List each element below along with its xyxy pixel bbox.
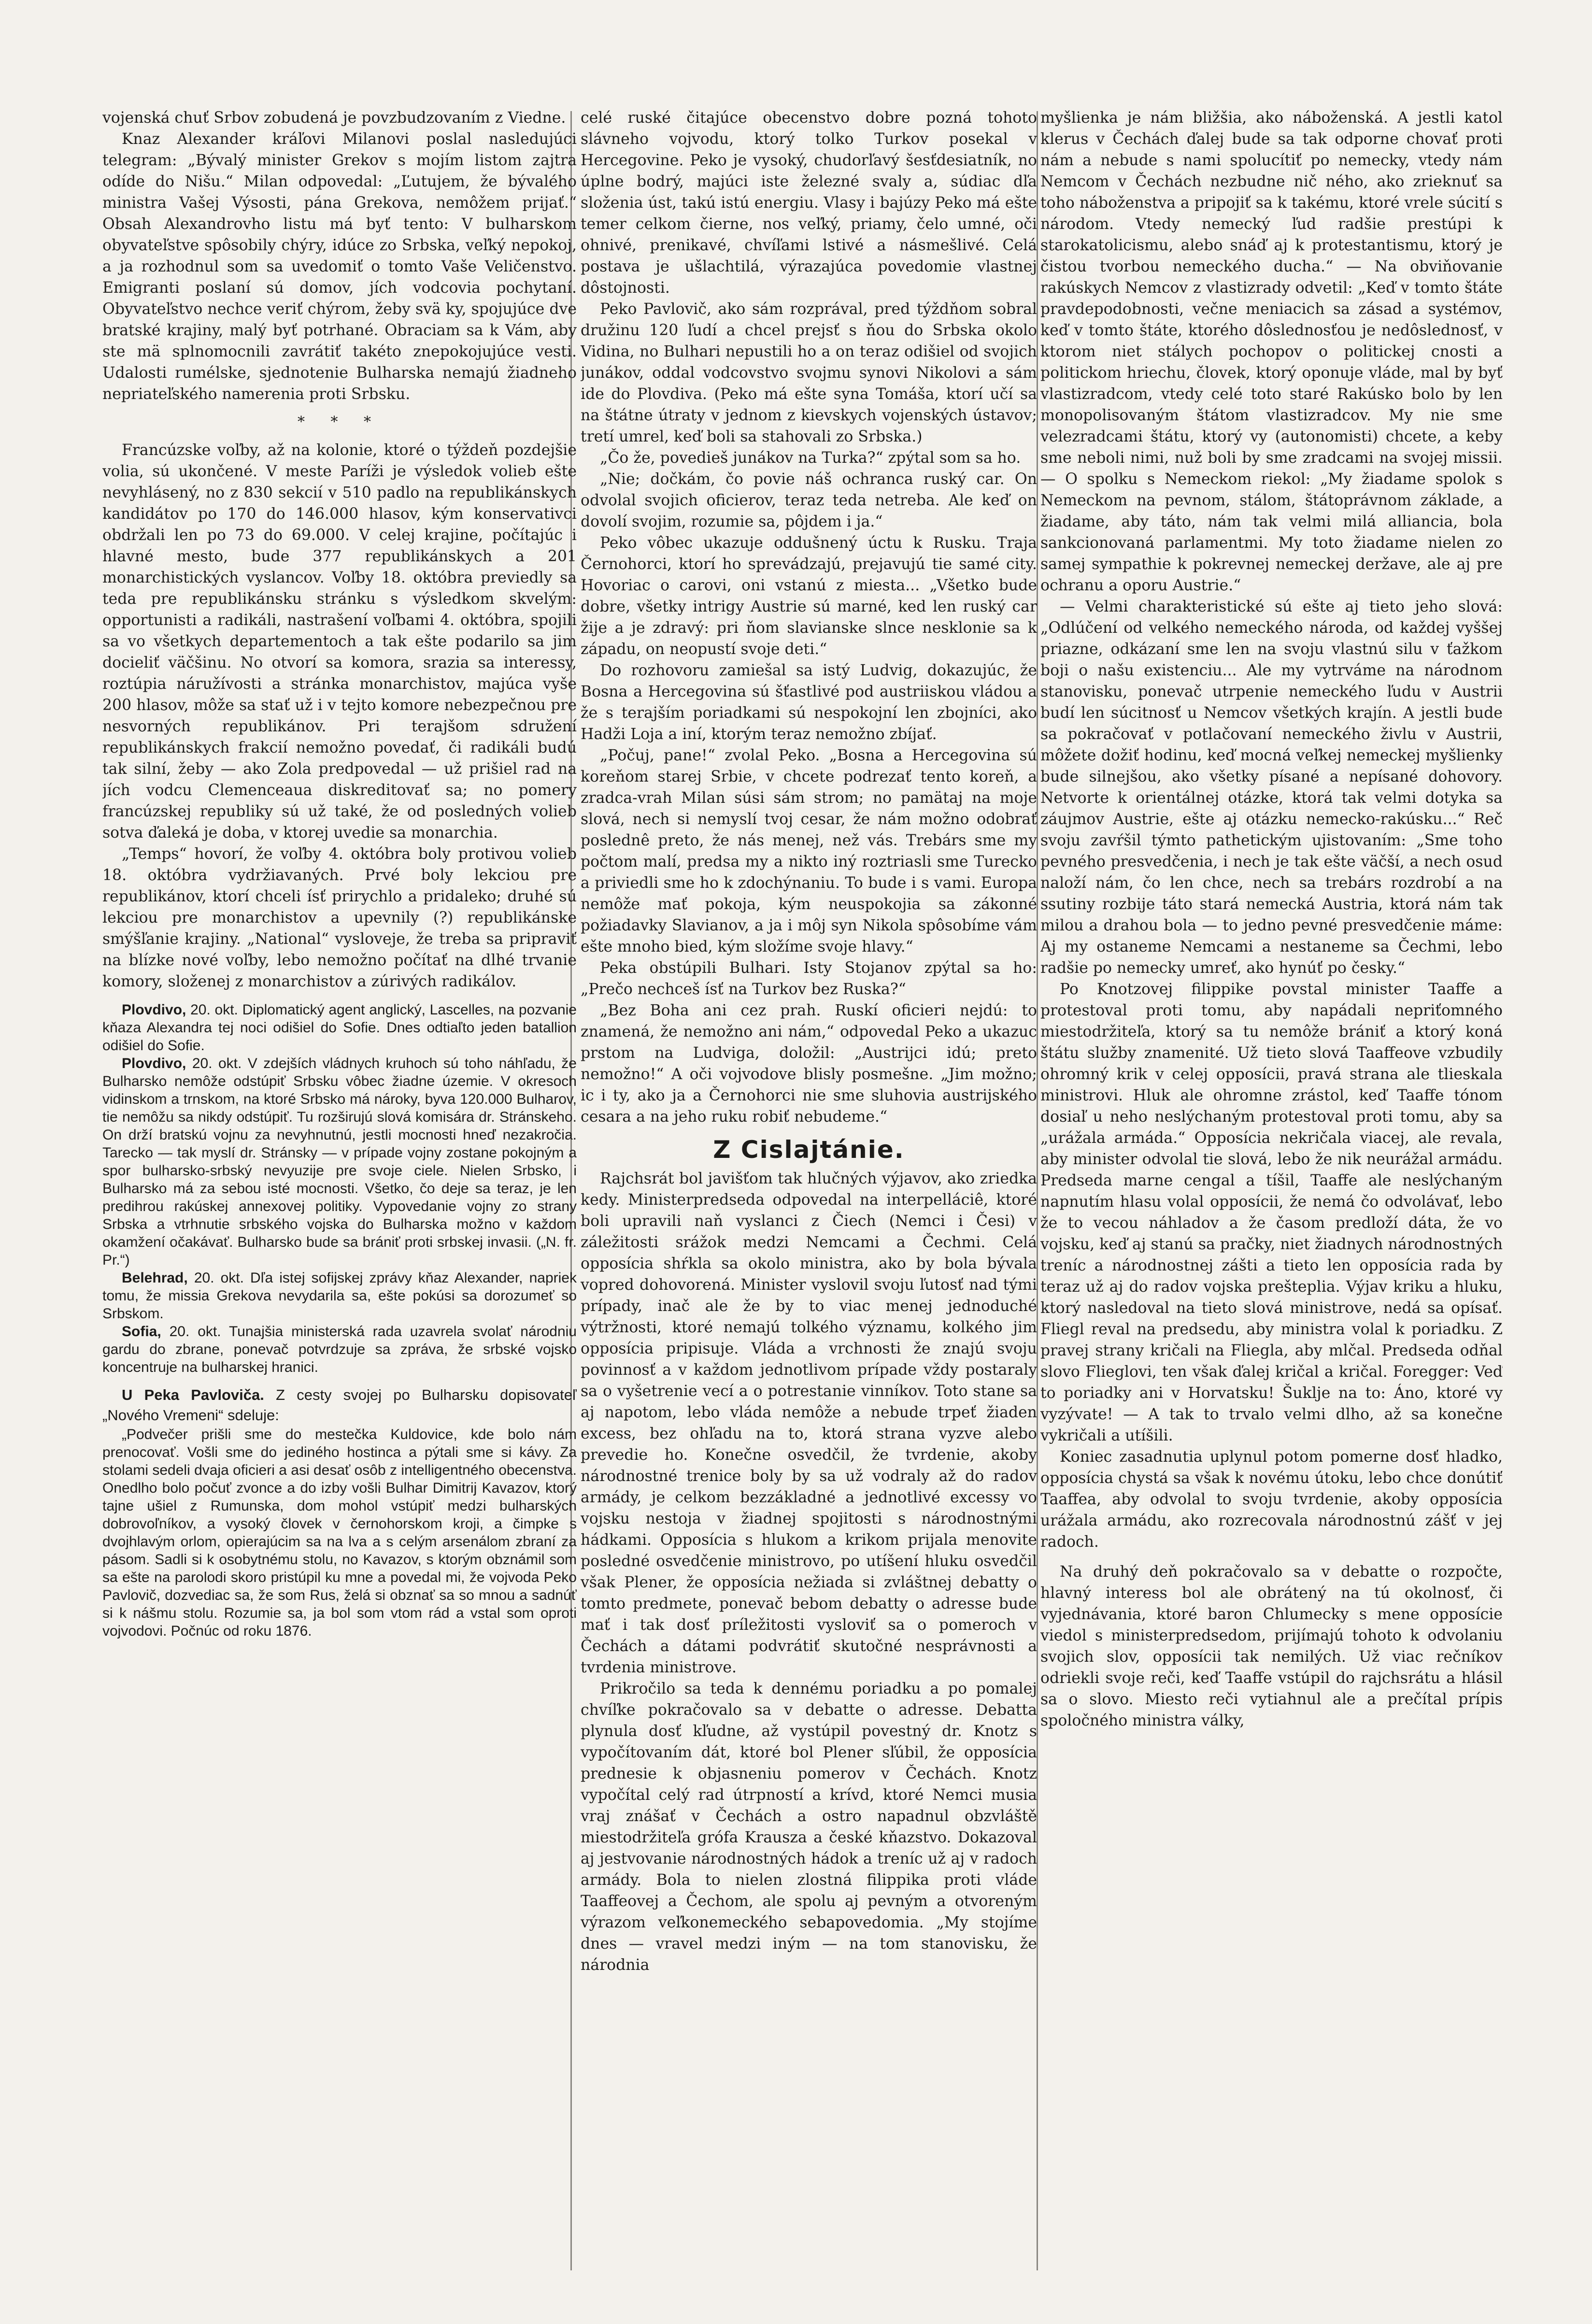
brief-text: 20. okt. Diplomatický agent anglický, Lascelles, na pozvanie kňaza Alexandra tej noci odišiel do Sofie. Dnes odtiaľto jeden batallion odišiel do Sofie. — [102, 1002, 577, 1054]
brief-text: 20. okt. V zdejších vládnych kruhoch sú toho náhľadu, že Bulharsko nemôže odstúpiť Srbsku vôbec žiadne územie. V okresoch vidinskom a trnskom, na ktoré Srbsko má nároky, byva 120.000 Bulharov, tie nemôžu sa nikdy odstúpiť. Tu rozširujú slová komisára dr. Stránskeho. On drží bratskú vojnu za nevyhnutnú, jestli mocnosti hneď nezakročia. Tarecko — tak myslí dr. Stránsky — v prípade vojny zostane pokojným a spor bulharsko-srbský nevyuzije pre svoje ciele. Nielen Srbsko, i Bulharsko má za sebou isté mocnosti. Všetko, čo deje sa teraz, je len predihrou rakúskej annexovej politiky. Vypovedanie vojny zo strany Srbska a vtrhnutie srbského vojska do Bulharska možno v každom okamžení očakávať. Bulharsko bude sa brániť proti srbskej invasii. („N. fr. Pr.“) — [102, 1055, 577, 1268]
news-brief — [102, 1269, 577, 1323]
article-title: U Peka Pavloviča. — [122, 1386, 264, 1403]
brief-text: 20. okt. Tunajšia ministerská rada uzavrela svolať národniu gardu do zbrane, ponevač potvrdzuje sa zpráva, že srbské vojsko koncentruje na bulharskej hranici. — [102, 1324, 577, 1375]
paragraph: „Nie; dočkám, čo povie náš ochranca ruský car. On odvolal svojich oficierov, teraz teda netreba. Ale keď on dovolí svojim, rozumie sa, pôjdem i ja.“ — [581, 471, 1037, 530]
paragraph: Na druhý deň pokračovalo sa v debatte o rozpočte, hlavný interess bol ale obrátený na tú okolnosť, či vyjednávania, ktoré baron Chlumecky s mene opposície viedol s ministerpredsedom, prijímajú tohoto k odvolaniu svojich slov, opposícii tak nemilých. Už viac rečníkov odriekli svoje reči, keď Taaffe vstúpil do rajchsrátu a hlásil sa o slovo. Miesto reči vytiahnul ale a prečítal prípis spoločného ministra války, — [1040, 1563, 1503, 1729]
paragraph: „Podvečer prišli sme do mestečka Kuldovice, kde bolo nám prenocovať. Vošli sme do jediného hostinca a pýtali sme si kávy. Za stolami sedeli dvaja oficieri a asi desať osôb z intelligentného obecenstva. Onedlho bolo počuť zvonce a do izby vošli Bulhar Dimitrij Kavazov, ktorý tajne ušiel z Rumunska, dom mohol vstúpiť medzi bulharských dobrovoľníkov, a vysoký človek v černohorskom kroji, a čimpke s dvojhlavým orlom, opierajúcim sa na lva a s celým arsenálom zbraní za pásom. Sadli si k osobytnému stolu, no Kavazov, s ktorým obznámil som sa ešte na parolodi skoro pristúpil ku mne a povedal mi, že vojvoda Peko Pavlovič, dozvediac sa, že som Rus, želá si obznať sa so mnou a sadnúť si k nášmu stolu. Rozumie sa, ja bol som vtom rád a vstal som oproti vojvodovi. Počnúc od roku 1876. — [102, 1426, 577, 1639]
brief-text: 20. okt. Dľa istej sofijskej zprávy kňaz Alexander, napriek tomu, že missia Grekova nevydarila sa, ešte pokúsi sa dorozumeť so Srbskom. — [102, 1270, 577, 1322]
brief-dateline: Plovdivo, — [122, 1002, 186, 1018]
paragraph: Peko vôbec ukazuje oddušnený úctu k Rusku. Traja Černohorci, ktorí ho sprevádzajú, prejavujú tie samé city. Hovoriac o carovi, oni vstanú z miesta... „Všetko bude dobre, všetky intrigy Austrie sú marné, ked len ruský car žije a je zdravý: pri ňom slavianske slnce nesklonie sa k západu, on neopustí svoje deti.“ — [581, 534, 1037, 658]
spacer — [102, 1376, 577, 1385]
paragraph: „Bez Boha ani cez prah. Ruskí oficieri nejdú: to znamená, že nemožno ani nám,“ odpovedal Peko a ukazuc prstom na Ludviga, doložil: „Austrijci idú; preto nemožno!“ A oči vojvodove blisly posmešne. „Jim možno; ic i ty, ako ja a Černohorci nie sme sluhovia austrijského cesara a na jeho ruku robiť nebudeme.“ — [581, 1002, 1037, 1126]
paragraph: „Temps“ hovorí, že voľby 4. októbra boly protivou volieb 18. októbra vydržiavaných. Prvé boly lekciou pre republikánov, ktorí chceli ísť prirychlo a pridaleko; druhé sú lekciou pre monarchistov a upevnily (?) republikánske smýšľanie krajiny. „National“ vysloveje, že treba sa pripraviť na blízke nové voľby, lebo nemožno počítať na dlhé trvanie komory, složenej z monarchistov a zúrivých radikálov. — [102, 845, 577, 990]
brief-dateline: Plovdivo, — [122, 1055, 186, 1071]
paragraph: Koniec zasadnutia uplynul potom pomerne dosť hladko, opposícia chystá sa však k novému útoku, lebo chce donútiť Taaffea, aby odvolal to svoju tvrdenie, akoby opposícia urážala armádu, ako rozrecovala národnostnú zášť v jej radoch. — [1040, 1448, 1503, 1551]
brief-dateline: Sofia, — [122, 1324, 161, 1340]
paragraph: Po Knotzovej filippike povstal minister Taaffe a protestoval proti tomu, aby napádali nepriťomného miestodržiteľa, ktorý sa tu nemôže brániť a ktorý koná štátu služby znamenité. Už tieto slová Taaffeove vzbudily ohromný krik v celej opposícii, pravá strana ale tlieskala ministrovi. Hluk ale ohromne zrástol, keď Taaffe tónom dosiaľ u neho neslýchaným protestoval proti tomu, aby sa „urážala armáda.“ Opposícia nekričala viacej, ale revala, aby minister odvolal tie slová, lebo že nik neurážal armádu. Predseda marne cengal a tíšil, Taaffe ale neslýchaným napnutím hlasu volal opposícii, že nemá čo odvolávať, lebo že to vecou náhladov a že časom predloží dáta, že vo vojsku, keď aj stanú sa pračky, niet žiadnych národnostných treníc a národnostnej zášti a tieto len opposícia rada by teraz už aj do radov vojska prešteplia. Výjav kriku a hluku, ktorý nasledoval na tieto slová ministrove, nedá sa opísať. Fliegl reval na predsedu, aby ministra volal k poriadku. Z pravej strany kričali na Fliegla, aby mlčal. Predseda odňal slovo Flieglovi, ten však ďalej kričal a kričal. Foregger: Veď to poriadky ani v Horvatsku! Šuklje na to: Áno, ktoré vy vyzývate! — A tak to trvalo velmi dlho, až sa konečne vykričali a utíšili. — [1040, 981, 1503, 1444]
paragraph: — Velmi charakteristické sú ešte aj tieto jeho slová: „Odlúčení od velkého nemeckého národa, od každej vyššej priazne, odkázaní sme len na svoju vlastnú silu v ťažkom boji o našu existenciu... Ale my vytrváme na národnom stanovisku, ponevač utrpenie nemeckého ľudu v Austrii budí len súcitnosť u Nemcov všetkých krajín. A jestli bude sa pokračovať v potlačovaní nemeckého živlu v Austrii, môžete dožiť hodinu, keď mocná veľkej nemeckej myšlienky bude silnejšou, ako všetky písané a nepísané dohovory. Netvorte k orientálnej otázke, ktorá tak velmi dotyka sa záujmov Austrie, ešte aj otázku nemecko-rakúsku...“ Reč svoju zavŕšil týmto pathetickým ujistovaním: „Sme toho pevného presvedčenia, i nech je tak ešte väčší, a nech osud naloží nám, čo len chce, nech sa trebárs rozdrobí a na ssutiny rozbije táto stará nemecká Austria, ktorá nám tak milou a drahou bola — to jedno pevné presvedčenie máme: Aj my ostaneme Nemcami a nestaneme sa Čechmi, lebo radšie po nemecky umreť, ako hynúť po česky.“ — [1040, 598, 1503, 977]
column-right — [1040, 107, 1503, 2310]
section-heading: Z Cislajtánie. — [713, 1136, 905, 1164]
paragraph: Do rozhovoru zamiešal sa istý Ludvig, dokazujúc, že Bosna a Hercegovina sú šťastlivé pod austriiskou vládou a že s terajším poriadkami sú nespokojní len zbojníci, ako Hadži Loja a iní, ktorým teraz nemožno zbíjať. — [581, 662, 1037, 743]
news-brief — [102, 1001, 577, 1055]
paragraph: vojenská chuť Srbov zobudená je povzbudzovaním z Viedne. — [102, 109, 566, 127]
news-brief — [102, 1055, 577, 1269]
brief-dateline: Belehrad, — [122, 1270, 188, 1286]
paragraph: „Čo že, povedieš junákov na Turka?“ zpýtal som sa ho. — [600, 449, 1021, 467]
paragraph: Peka obstúpili Bulhari. Isty Stojanov zpýtal sa ho: „Prečo nechceš ísť na Turkov bez Ruska?“ — [581, 959, 1037, 998]
paragraph: Rajchsrát bol javišťom tak hlučných výjavov, ako zriedka kedy. Ministerpredseda odpovedal na interpelláciê, ktoré boli upravili naň vyslanci z Čiech (Nemci i Česi) v záležitosti srážok medzi Nemcami a Čechmi. Celá opposícia shŕkla sa okolo ministra, ako by bola bývala vopred dohovorená. Minister vyslovil svoju ľutosť nad tými prípady, inač ale že by to viac menej jednoduché výtržnosti, ktoré nemajú tolkého významu, kolkého jim opposícia pripisuje. Vláda a vrchnosti že znajú svoju povinnosť a v každom jednotlivom prípade vždy postaraly sa o vyšetrenie vecí a o potrestanie vinníkov. Toto stane sa aj napotom, lebo vláda nemôže a nebude trpeť žiaden excess, bez ohľadu na to, ktorá strana vyzve alebo prevedie ho. Konečne osvedčil, že tvrdenie, akoby národnostné trenice boly by sa už vodraly až do radov armády, je celkom bezzákladné a jednotlivé excessy vo vojsku nestoja v žiadnej spojitosti s národnostnými hádkami. Opposícia s hlukom a krikom prijala menovite posledné osvedčenie ministrovo, po utíšení hluku osvedčil však Plener, že opposícia nežiada si zvláštnej debatty o tomto predmete, ponevač bebom debatty o adresse bude mať i tak dosť príležitosti vysloviť sa o pomeroch v Čechách a dátami podvrátiť skutočné nesprávnosti a tvrdenia ministrove. — [581, 1170, 1037, 1676]
paragraph: Peko Pavlovič, ako sám rozprával, pred týždňom sobral družinu 120 ľudí a chcel prejsť s ňou do Srbska okolo Vidina, no Bulhari nepustili ho a on teraz odišiel od svojich junákov, oddal vodcovstvo svojmu synovi Nikolovi a sám ide do Plovdiva. (Peko má ešte syna Tomáša, ktorí učí sa na štátne útraty v jednom z kievskych vojenských ústavov; tretí umrel, keď boli sa stahovali zo Srbska.) — [581, 300, 1037, 445]
column-middle — [581, 107, 1037, 2310]
news-brief — [102, 1323, 577, 1376]
paragraph: Francúzske voľby, až na kolonie, ktoré o týždeň pozdejšie volia, sú ukončené. V meste Paríži je výsledok volieb ešte nevyhlásený, no z 830 sekcií v 510 padlo na republikánskych kandidátov po 170 do 146.000 hlasov, kým konservativci obdržali len po 73 do 69.000. V celej krajine, počítajúc i hlavné mesto, bude 377 republikánskych a 201 monarchistických vyslancov. Voľby 18. októbra previedly sa teda pre republikánsku stránku s výsledkom skvelým: opportunisti a radikáli, nastrašení voľbami 4. októbra, spojili sa vo všetkych departementoch a tak ešte podarilo sa jim docieliť väčšinu. No otvorí sa komora, srazia sa interessy, roztúpia náružívosti a stránka monarchistov, majúca vyše 200 hlasov, môže sa stať už i v tejto komore nebezpečnou pre nesvorných republikánov. Pri terajšom sdružení republikánskych frakcií nemožno povedať, či radikáli budú tak silní, žeby — ako Zola predpovedal — už prišiel rad na jích vodcu Clemenceaua diskreditovať sa; no pomery francúzskej republiky sú už také, že od posledných volieb sotva ďaleká je doba, v ktorej uvedie sa monarchia. — [102, 442, 577, 841]
paragraph: Knaz Alexander kráľovi Milanovi poslal nasledujúci telegram: „Bývalý minister Grekov s mojím listom zajtra odíde do Nišu.“ Milan odpovedal: „Ľutujem, že bývalého ministra Vašej Výsosti, pána Grekova, nemôžem prijať.“ Obsah Alexandrovho listu má byť tento: V bulharskom obyvateľstve spôsobily chýry, idúce zo Srbska, veľký nepokoj, a ja rozhodnul som sa uvedomiť o tomto Vaše Veličenstvo. Emigranti poslaní sú domov, jích vodcovia pochytaní. Obyvateľstvo nechce veriť chýrom, žeby svä ky, spojujúce dve bratské krajiny, malý byť potrhané. Obraciam sa k Vám, aby ste mä splnomocnili zavrátiť takéto znepokojujúce vesti. Udalosti rumélske, sjednotenie Bulharska nemajú žiadneho nepriateľského namerenia proti Srbsku. — [102, 130, 577, 403]
lead-text: Z cesty svojej po Bulharsku dopisovateľ „Nového Vremeni“ sdeluje: — [102, 1386, 577, 1424]
section-separator: * * * — [297, 413, 382, 430]
article-lead — [102, 1385, 577, 1426]
spacer — [102, 992, 577, 1001]
paragraph: myšlienka je nám bližšia, ako náboženská. A jestli katol klerus v Čechách ďalej bude sa tak odporne chovať proti nám a nebude s nami spolucítiť po nemecky, vtedy nám Nemcom v Čechách nezbudne nič ného, ako zrieknuť sa toho náboženstva a pripojiť sa k takému, ktoré vrele súcití s národom. Vtedy nemecký ľud radšie prestúpi k starokatolicismu, alebo snáď aj k protestantismu, ktorý je čistou tvorbou nemeckého ducha.“ — Na obviňovanie rakúskych Nemcov z vlastizrady odvetil: „Keď v tomto štáte pravdepodobnosti, večne meniacich sa zásad a systémov, keď v tomto štáte, ktorého dôslednosťou je nedôslednosť, v ktorom niet stálych pochopov o politickej cnosti a politickom hriechu, človek, ktorý oponuje vláde, mal by byť vlastizradcom, vtedy celé toto staré Rakúsko bolo by len monopolisovaným štátom vlastizradcov. My nie sme velezradcami štátu, ktorý vy (autonomisti) chcete, a keby sme neboli nimi, nuž boli by sme zradcami na svojej missii. — O spolku s Nemeckom riekol: „My žiadame spolok s Nemeckom na pevnom, stálom, štátoprávnom základe, a žiadame, aby táto, nám tak velmi milá alliancia, bola sankcionovaná parlamentmi. My toto žiadame nielen zo samej sympathie k pokrevnej nemeckej deržave, ale aj pre ochranu a oporu Austrie.“ — [1040, 109, 1503, 594]
spacer — [1040, 1553, 1503, 1561]
paragraph: celé ruské čitajúce obecenstvo dobre pozná tohoto slávneho vojvodu, ktorý tolko Turkov posekal v Hercegovine. Peko je vysoký, chudorľavý šesťdesiatník, no úplne bodrý, majúci iste železné svaly a, súdiac dľa složenia úst, takú istú energiu. Vlasy i bajúzy Peko má ešte temer celkom čierne, nos veľký, priamy, čelo umné, oči ohnivé, prenikavé, chvíľami lstivé a násmešlivé. Celá postava je ušlachtilá, výrazajúca povedomie vlastnej dôstojnosti. — [581, 109, 1037, 297]
column-left — [102, 107, 577, 2310]
paragraph: Prikročilo sa teda k dennému poriadku a po pomalej chvíľke pokračovalo sa v debatte o adresse. Debatta plynula dosť kľudne, až vystúpil povestný dr. Knotz s vypočítovaním dát, ktoré bol Plener sľúbil, že opposícia prednesie k objasneniu pomerov v Čechách. Knotz vypočítal celý rad útrpností a krívd, ktoré Nemci musia vraj znášať v Čechách a ostro napadnul obzvláště miestodržiteľa grófa Krausza a české kňazstvo. Dokazoval aj jestvovanie národnostných hádok a treníc už aj v radoch armády. Bola to nielen zlostná filippika proti vláde Taaffeovej a Čechom, ale spolu aj pevným a otvoreným výrazom veľkonemeckého sebapovedomia. „My stojíme dnes — vravel medzi iným — na tom stanovisku, že národnia — [581, 1680, 1037, 1974]
paragraph: „Počuj, pane!“ zvolal Peko. „Bosna a Hercegovina sú koreňom starej Srbie, v chcete podrezať tento koreň, a zradca-vrah Milan súsi sám strom; no pamätaj na moje slová, nech si nemyslí tvoj cesar, že nám možno odobrať poslednê preto, že nás menej, než vás. Trebárs sme my počtom malí, predsa my a nikto iný roztriasli sme Turecko a priviedli sme ho k zdochýnaniu. To bude i s vami. Europa nemôže mať pokoja, kým neuspokojia sa zákonné požiadavky Slavianov, a ja i môj syn Nikola spôsobíme vám ešte mnoho bied, kým složíme svoje hlavy.“ — [581, 747, 1037, 955]
